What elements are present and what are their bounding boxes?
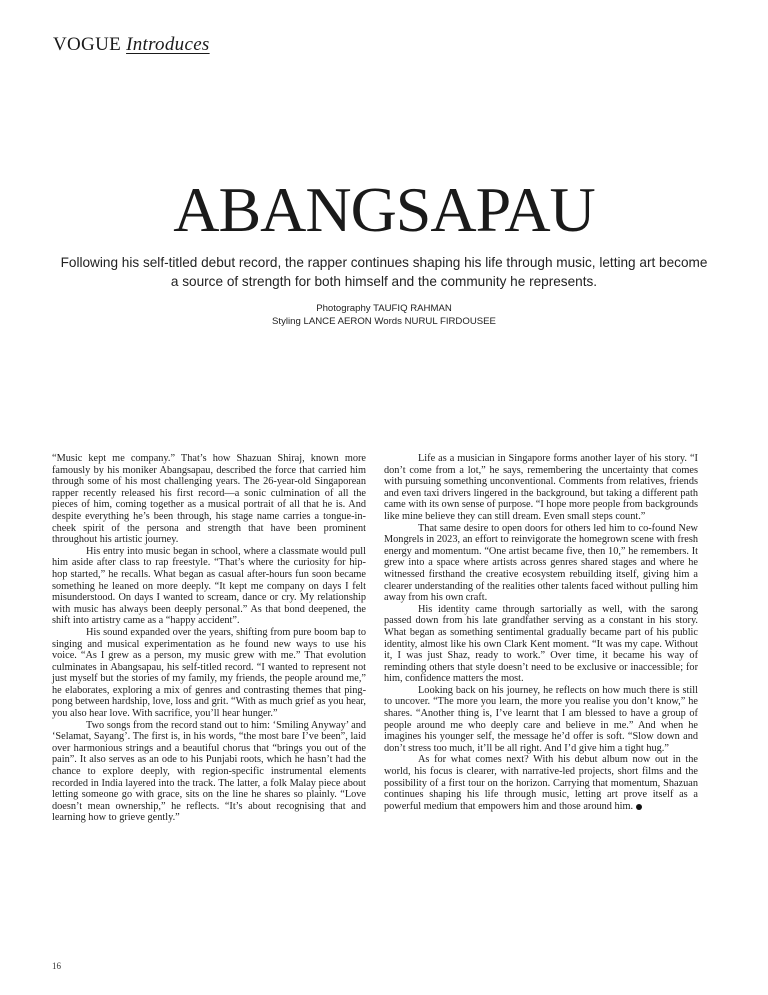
magazine-header [53, 34, 210, 56]
standfirst: Following his self-titled debut record, the rapper continues shaping his life through music, letting art become a source of strength for both himself and the community he represents. [60, 255, 708, 289]
end-mark-icon [636, 804, 642, 810]
paragraph: His entry into music began in school, where a classmate would pull him aside after class to rap freestyle. “That’s where the curiosity for hip-hop started,” he recalls. What began as casual after-hours fun soon became something he leaned on more deeply. “It kept me company on days I felt misunderstood. On days I wanted to scream, dance or cry. My relationship with music has always been deeply personal.” As that bond deepened, the shift into artistry came as a “happy accident”. [52, 545, 366, 627]
paragraph: Life as a musician in Singapore forms another layer of his story. “I don’t come from a lot,” he says, remembering the uncertainty that comes with pursuing something unconventional. Comments from relatives, friends and even taxi drivers lingered in the background, but taking a different path came with its own sense of purpose. “I hope more people from backgrounds like mine believe they can still dream. Even small steps count.” [384, 453, 698, 522]
paragraph-final [384, 754, 698, 812]
paragraph: Looking back on his journey, he reflects on how much there is still to uncover. “The more you learn, the more you realise you don’t know,” he shares. “Another thing is, I’ve learnt that I am blessed to have a group of people around me who deeply care and believe in me.” And when he imagines his younger self, the message he’d offer is soft. “Slow down and don’t stress too much, it’ll be all right. And I’d give him a tight hug.” [384, 684, 698, 754]
page-number: 16 [52, 961, 61, 971]
paragraph: His sound expanded over the years, shifting from pure boom bap to singing and musical experimentation as he found new ways to use his voice. “As I grew as a person, my music grew with me.” That evolution culminates in Abangsapau, his self-titled record. “I wanted to represent not just myself but the stories of my family, my friends, the people around me,” he elaborates, exploring a mix of genres and contrasting themes that ping-pong between hardship, love, loss and grit. “With as much grief as you hear, you also hear love. With sacrifice, you’ll hear hunger.” [52, 626, 367, 720]
body-column-left [52, 453, 366, 824]
credits [0, 302, 768, 328]
body-column-right [384, 453, 698, 812]
final-paragraph-text: As for what comes next? With his debut album now out in the world, his focus is clearer, with narrative-led projects, short films and the possibility of a first tour on the horizon. Carrying that momentum, Shazuan continues shaping his life through music, letting art prove itself as a powerful medium that empowers him and those around him. [384, 754, 698, 812]
credit-line-styling-words: Styling LANCE AERON Words NURUL FIRDOUSEE [272, 316, 496, 327]
paragraph: His identity came through sartorially as well, with the sarong passed down from his late grandfather serving as a constant in his story. What began as something sentimental gradually became part of his public identity, almost like his own Clark Kent moment. “It was my cape. Without it, I was just Shaz, ready to work.” Over time, it became his way of reminding others that style doesn’t need to be exclusive or inaccessible; for him, confidence matters the most. [384, 603, 698, 685]
section-name: Introduces [126, 34, 210, 55]
credit-line-photography: Photography TAUFIQ RAHMAN [316, 303, 452, 314]
brand-name: VOGUE [53, 34, 121, 55]
article-title: ABANGSAPAU [173, 174, 595, 245]
paragraph: That same desire to open doors for others led him to co-found New Mongrels in 2023, an effort to reinvigorate the homegrown scene with fresh energy and momentum. “One artist became five, then 10,” he remembers. It grew into a space where artists across genres shared stages and where he witnessed firsthand the creative ecosystem rebuilding itself, giving him a clearer understanding of the realities other talents faced without pulling him away from his own craft. [384, 522, 698, 604]
paragraph: “Music kept me company.” That’s how Shazuan Shiraj, known more famously by his moniker Abangsapau, described the force that carried him through some of his most challenging years. The 26-year-old Singaporean rapper recently released his first record—a sonic culmination of all the pieces of him, coming together as a musical portrait of all that he is. And despite everything he’s been through, his stage name carries a tongue-in-cheek spirit of the persona and strength that have been prominent throughout his artistic journey. [52, 453, 366, 546]
paragraph: Two songs from the record stand out to him: ‘Smiling Anyway’ and ‘Selamat, Sayang’. The first is, in his words, “the most bare I’ve been”, laid over harmonious strings and a beautiful chorus that “brings you out of the pain”. It also serves as an ode to his Punjabi roots, which he hasn’t had the chance to explore deeply, with region-specific instrumental elements recorded in India layered into the track. The latter, a folk Malay piece about letting someone go with grace, sits on the line he shares so plainly. “Love doesn’t mean ownership,” he reflects. “It’s about recognising that and learning how to grieve gently.” [52, 719, 366, 824]
